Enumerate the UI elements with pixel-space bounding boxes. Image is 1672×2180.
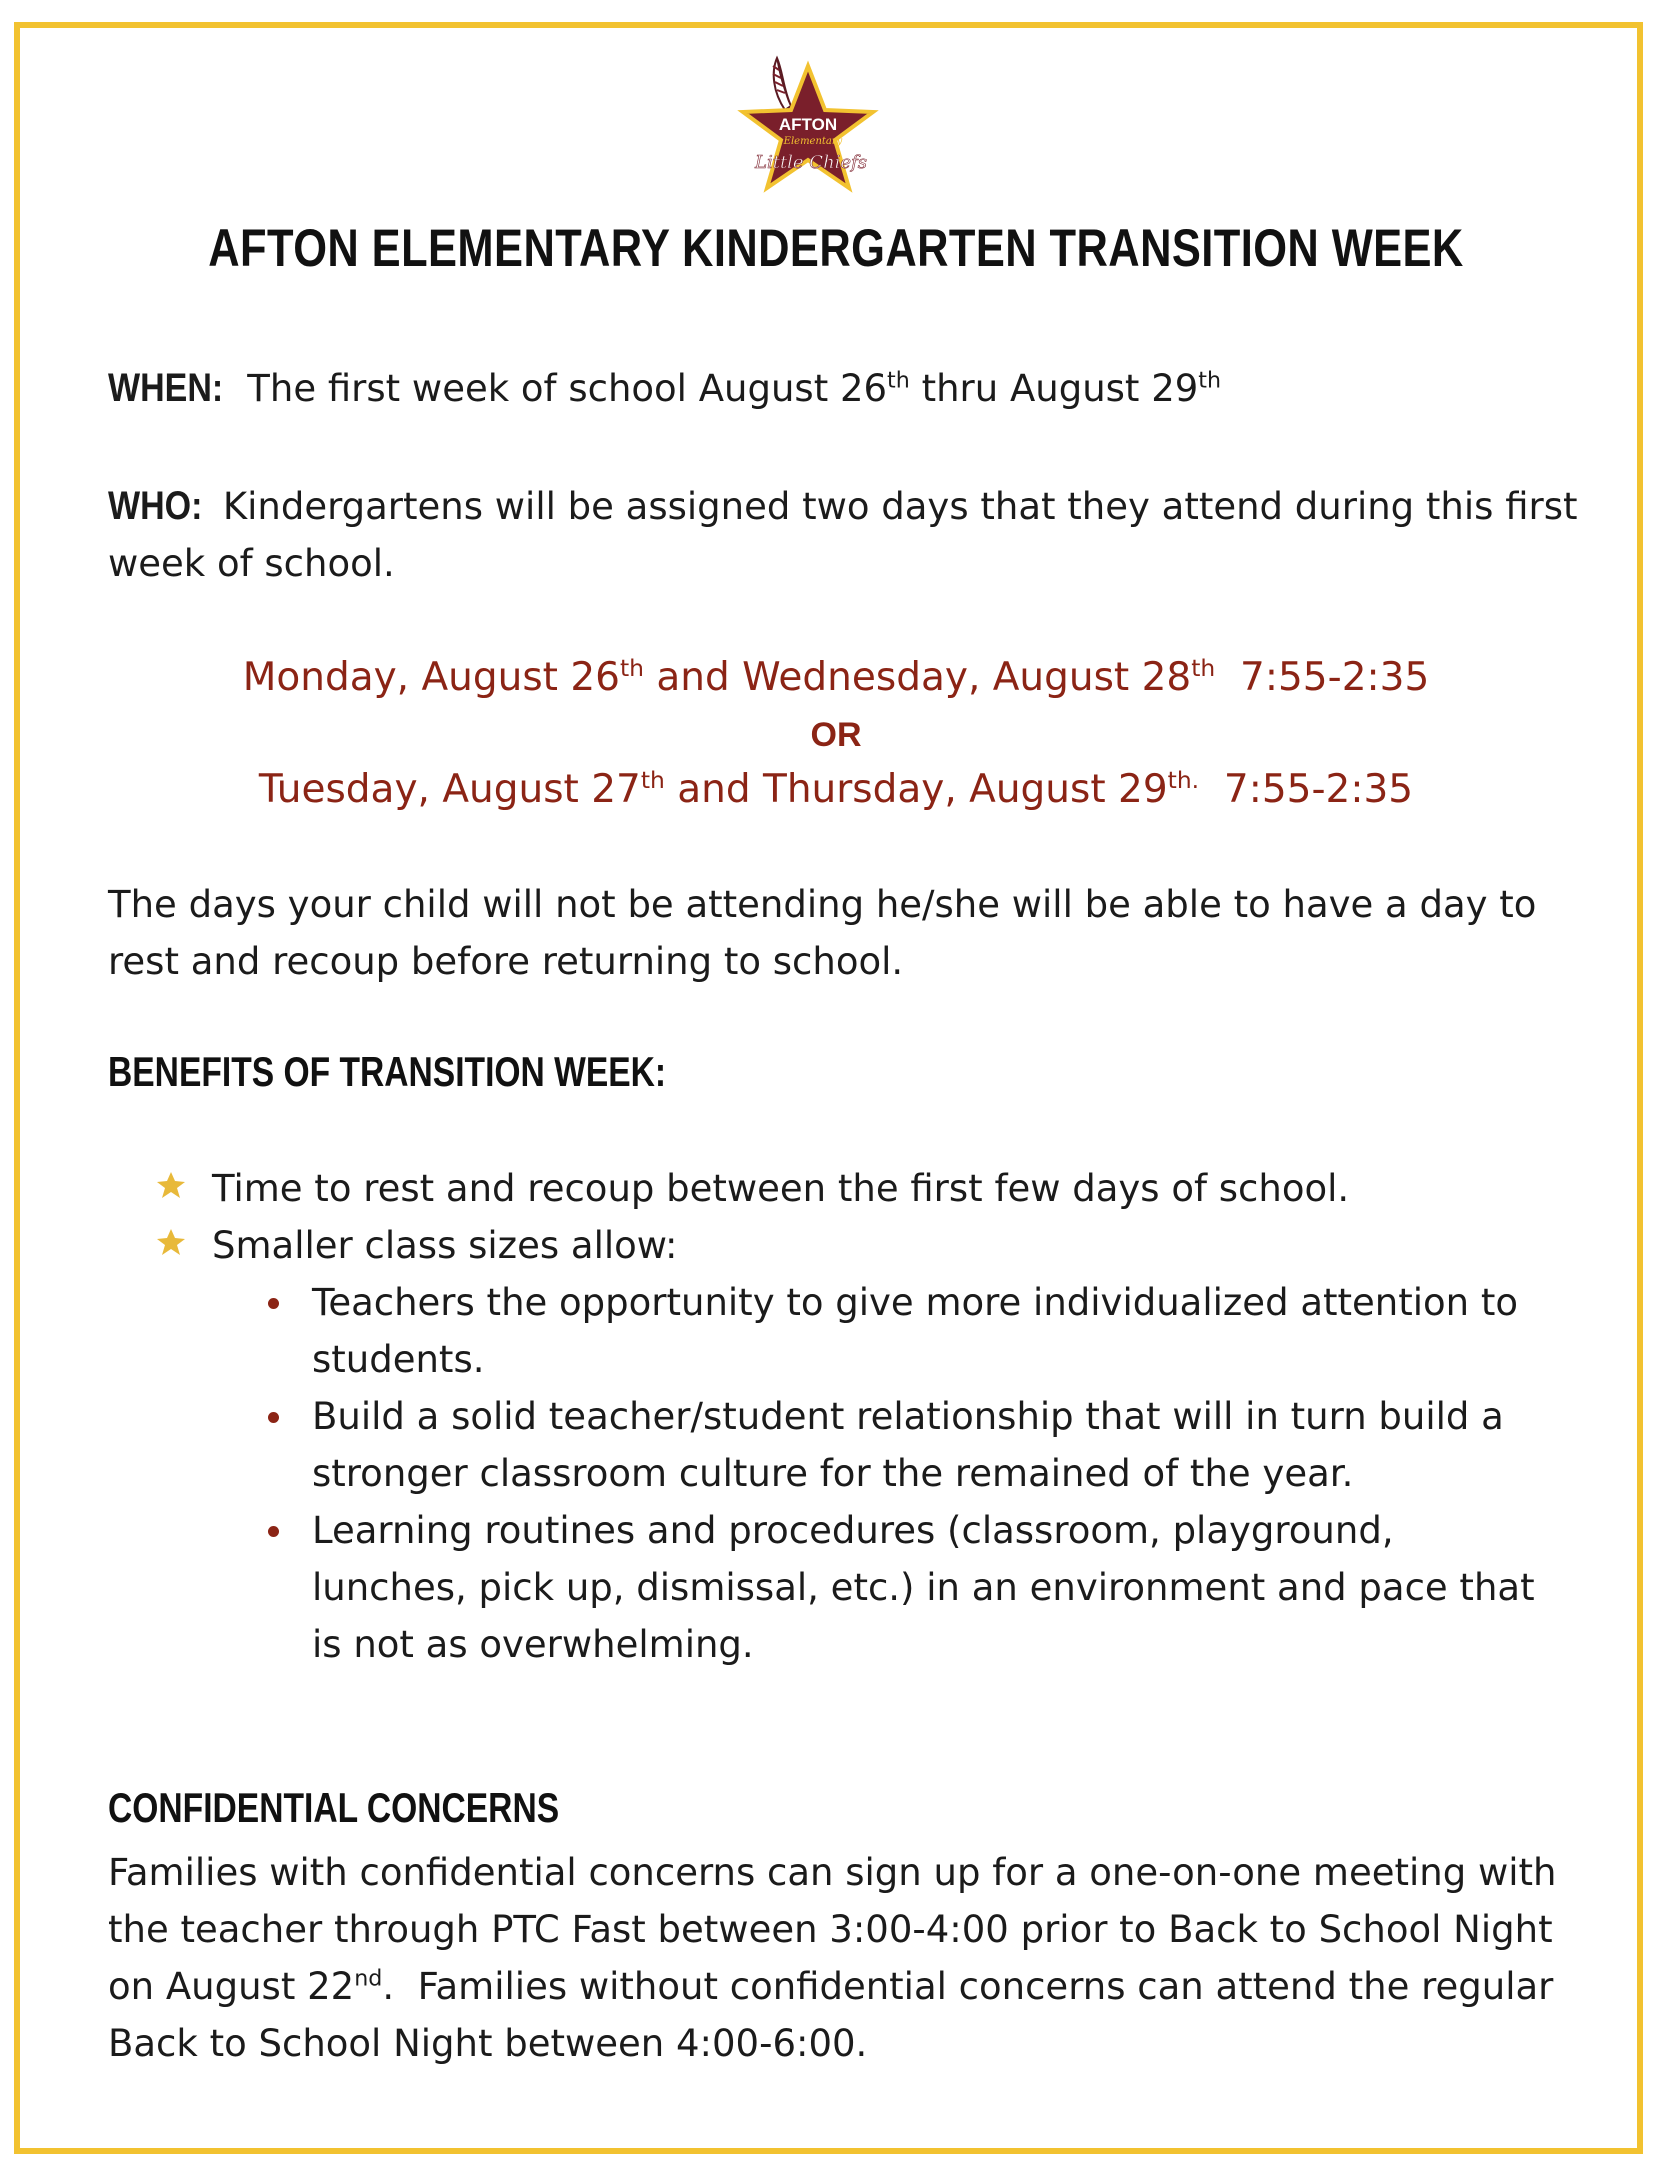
schedule-option-2 — [0, 762, 1672, 818]
star-bullet-icon — [156, 1227, 186, 1257]
logo-sub-word: Elementary — [783, 136, 843, 147]
schedule2-b: and Thursday, August 29 — [664, 767, 1168, 812]
schedule-or-text: OR — [810, 716, 862, 754]
schedule2-time: 7:55-2:35 — [1199, 767, 1414, 812]
logo-school-word: AFTON — [778, 115, 838, 134]
rest-note: The days your child will not be attending he/she will be able to have a day to rest and recoup before returning to school. — [108, 883, 1537, 983]
who-paragraph — [108, 478, 1578, 592]
schedule2-sup-a: th — [640, 766, 665, 794]
confidential-sup: nd — [354, 1965, 383, 1992]
bullet-dot-icon — [268, 1298, 279, 1309]
who-label: WHO: — [108, 484, 203, 528]
list-item — [312, 1502, 1542, 1673]
confidential-text-b: . Families without confidential concerns can attend the regular Back to School Night between 4:00-6:00. — [108, 1965, 1566, 2065]
sub-item-text: Build a solid teacher/student relationship that will in turn build a stronger classroom culture for the remained of the year. — [312, 1395, 1504, 1495]
page-title: AFTON ELEMENTARY KINDERGARTEN TRANSITION WEEK — [208, 219, 1464, 278]
list-item — [312, 1388, 1542, 1502]
schedule1-sup-b: th — [1191, 654, 1216, 682]
when-line — [108, 360, 1578, 417]
confidential-text-a: Families with confidential concerns can sign up for a one-on-one meeting with the teacher through PTC Fast between 3:00-4:00 prior to Back to School Night on August 22 — [108, 1851, 1557, 2008]
confidential-paragraph — [108, 1844, 1578, 2072]
star-bullet-icon — [156, 1170, 186, 1200]
confidential-heading: CONFIDENTIAL CONCERNS — [108, 1784, 560, 1831]
who-text: Kindergartens will be assigned two days that they attend during this first week of school. — [108, 485, 1578, 585]
benefit-item-text: Smaller class sizes allow: — [212, 1224, 678, 1267]
list-item — [152, 1217, 1552, 1274]
schedule-or — [0, 706, 1672, 763]
benefit-item-text: Time to rest and recoup between the first few days of school. — [212, 1167, 1350, 1210]
bullet-dot-icon — [268, 1412, 279, 1423]
when-text-b: thru August 29 — [909, 367, 1199, 410]
schedule2-sup-b: th. — [1167, 766, 1200, 794]
sub-item-text: Teachers the opportunity to give more individualized attention to students. — [312, 1281, 1519, 1381]
schedule1-b: and Wednesday, August 28 — [643, 655, 1192, 700]
schedule1-time: 7:55-2:35 — [1215, 655, 1430, 700]
when-sup-b: th — [1198, 367, 1222, 394]
list-item — [152, 1160, 1552, 1217]
sub-item-text: Learning routines and procedures (classroom, playground, lunches, pick up, dismissal, etc.) in an environment and pace that is not as overwhelming. — [312, 1509, 1535, 1666]
schedule2-a: Tuesday, August 27 — [258, 767, 641, 812]
school-logo — [733, 52, 883, 194]
schedule1-sup-a: th — [619, 654, 644, 682]
schedule1-a: Monday, August 26 — [242, 655, 620, 700]
when-text-a: The first week of school August 26 — [235, 367, 888, 410]
logo-script-word: Little Chiefs — [755, 152, 867, 173]
when-sup-a: th — [887, 367, 910, 394]
benefits-list — [152, 1160, 1552, 1673]
bullet-dot-icon — [268, 1526, 279, 1537]
benefits-heading: BENEFITS OF TRANSITION WEEK: — [108, 1048, 667, 1095]
schedule-option-1 — [0, 650, 1672, 706]
when-label: WHEN: — [108, 366, 224, 410]
list-item — [312, 1274, 1542, 1388]
